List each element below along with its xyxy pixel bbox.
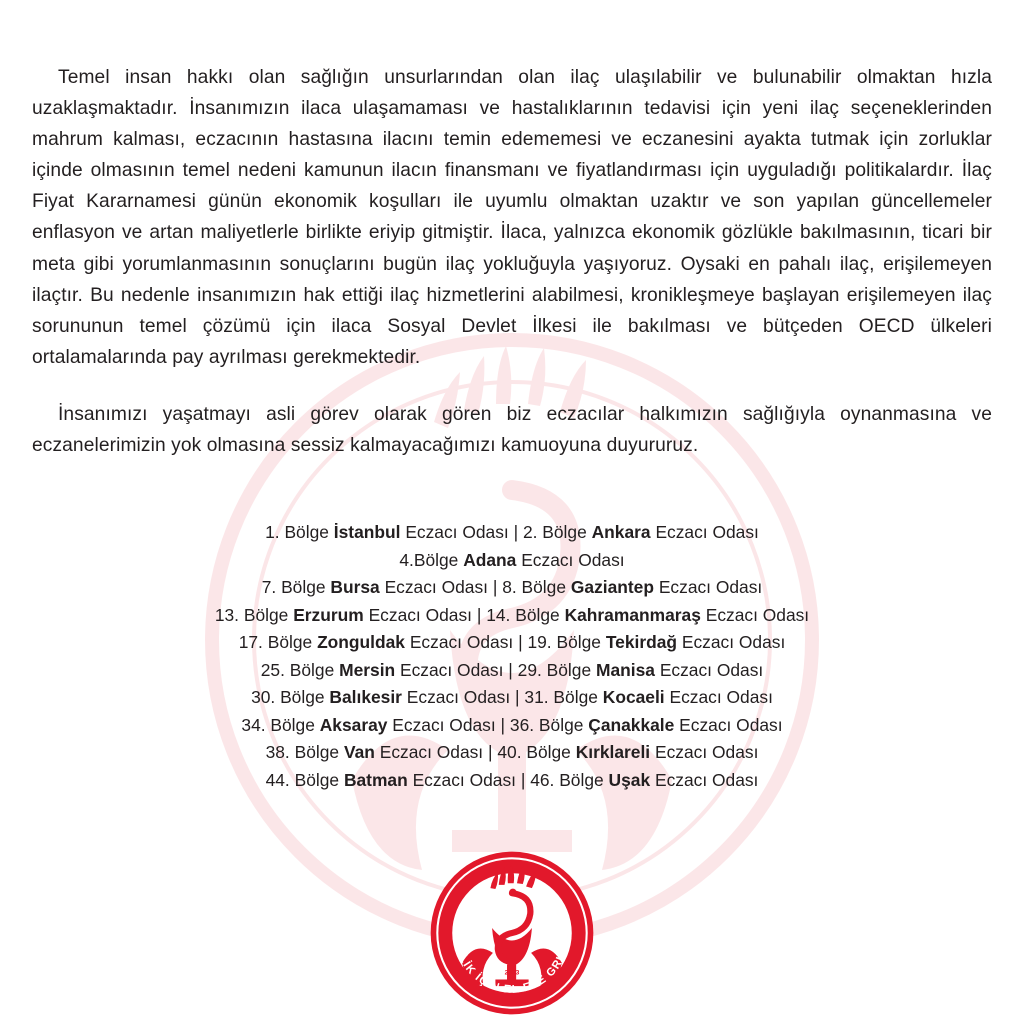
paragraph-2 xyxy=(30,399,994,461)
chamber-prefix: 17. Bölge xyxy=(238,632,313,653)
chamber-name: Uşak xyxy=(608,769,651,790)
chamber-suffix: Eczacı Odası xyxy=(521,549,625,570)
paragraph-1-text: Temel insan hakkı olan sağlığın unsurlarından olan ilaç ulaşılabilir ve bulunabilir olmaktan hızla uzaklaşmaktadır. İnsanımızın ilaca ulaşamaması ve hastalıklarının tedavisi için yeni ilaç seçeneklerinden mahrum kalması, eczacının hastasına ilacını temin edememesi ve eczanesini ayakta tutmak için zorluklar içinde olmasının temel nedeni kamunun ilacın finansmanı ve fiyatlandırması için uyguladığı politikalardır. İlaç Fiyat Kararnamesi günün ekonomik koşulları ile uyumlu olmaktan uzaktır ve son yapılan güncellemeler enflasyon ve artan maliyetlerle birlikte eriyip gitmiştir. İlaca, yalnızca ekonomik gözlükle bakılmasının, ticari bir meta gibi yorumlanmasının sonuçlarını bugün ilaç yokluğuyla yaşıyoruz. Oysaki en pahalı ilaç, erişilemeyen ilaçtır. Bu nedenle insanımızın hak ettiği ilaç hizmetlerini alabilmesi, kronikleşmeye başlayan erişilemeyen ilaç sorununun temel çözümü için ilaca Sosyal Devlet İlkesi ile bakılması ve bütçeden OECD ülkeleri ortalamalarında pay ayrılması gerekmektedir. xyxy=(32,67,992,368)
chamber-suffix: Eczacı Odası xyxy=(669,687,773,708)
chamber-prefix: 13. Bölge xyxy=(214,604,289,625)
list-item xyxy=(30,519,994,547)
chamber-name: Bursa xyxy=(330,577,380,598)
list-item xyxy=(30,712,994,740)
chamber-name: Aksaray xyxy=(319,714,388,735)
chamber-suffix: Eczacı Odası xyxy=(659,659,764,680)
chamber-prefix: 29. Bölge xyxy=(517,659,592,680)
paragraph-2-text: İnsanımızı yaşatmayı asli görev olarak gören biz eczacılar halkımızın sağlığıyla oynanmasına ve eczanelerimizin yok olmasına sessiz kalmayacağımızı kamuoyuna duyururuz. xyxy=(32,403,992,457)
list-item xyxy=(30,739,994,767)
chamber-separator: | xyxy=(513,522,519,543)
chamber-list xyxy=(30,519,994,794)
chamber-name: Adana xyxy=(463,549,517,570)
chamber-name: Tekirdağ xyxy=(605,632,678,653)
chamber-prefix: 36. Bölge xyxy=(509,714,584,735)
chamber-suffix: Eczacı Odası xyxy=(654,742,759,763)
chamber-name: Kocaeli xyxy=(602,687,665,708)
logo-container xyxy=(30,850,994,1016)
chamber-prefix: 1. Bölge xyxy=(265,522,329,543)
chamber-separator: | xyxy=(520,769,526,790)
list-item xyxy=(30,767,994,795)
list-item xyxy=(30,547,994,575)
chamber-suffix: Eczacı Odası xyxy=(406,687,511,708)
list-item xyxy=(30,602,994,630)
chamber-name: Gaziantep xyxy=(570,577,654,598)
chamber-prefix: 2. Bölge xyxy=(522,522,587,543)
paragraph-1 xyxy=(30,62,994,373)
birlik-icin-el-ele-grubu-logo-icon xyxy=(429,850,595,1016)
chamber-name: Zonguldak xyxy=(317,632,405,653)
chamber-prefix: 44. Bölge xyxy=(265,769,340,790)
chamber-name: Manisa xyxy=(596,659,655,680)
chamber-suffix: Eczacı Odası xyxy=(658,577,763,598)
chamber-prefix: 4.Bölge xyxy=(399,549,459,570)
chamber-name: Kırklareli xyxy=(575,742,651,763)
chamber-prefix: 7. Bölge xyxy=(261,577,326,598)
chamber-suffix: Eczacı Odası xyxy=(654,769,759,790)
chamber-prefix: 14. Bölge xyxy=(486,604,560,625)
chamber-name: Çanakkale xyxy=(588,714,675,735)
chamber-suffix: Eczacı Odası xyxy=(368,604,472,625)
chamber-suffix: Eczacı Odası xyxy=(379,742,484,763)
chamber-prefix: 8. Bölge xyxy=(502,577,567,598)
chamber-suffix: Eczacı Odası xyxy=(400,659,504,680)
logo-ring-text: BİRLİK İÇİN EL ELE GRUBU xyxy=(452,933,572,997)
chamber-prefix: 38. Bölge xyxy=(265,742,340,763)
chamber-separator: | xyxy=(515,687,520,708)
chamber-suffix: Eczacı Odası xyxy=(405,522,509,543)
chamber-name: Kahramanmaraş xyxy=(564,604,701,625)
chamber-name: Mersin xyxy=(339,659,396,680)
chamber-separator: | xyxy=(487,742,493,763)
chamber-name: İstanbul xyxy=(333,522,401,543)
chamber-suffix: Eczacı Odası xyxy=(705,604,810,625)
logo-year: 2023 xyxy=(504,969,520,977)
chamber-separator: | xyxy=(492,577,498,598)
chamber-name: Balıkesir xyxy=(329,687,402,708)
chamber-separator: | xyxy=(500,714,506,735)
chamber-prefix: 34. Bölge xyxy=(241,714,315,735)
chamber-name: Erzurum xyxy=(293,604,364,625)
chamber-separator: | xyxy=(476,604,482,625)
chamber-suffix: Eczacı Odası xyxy=(409,632,514,653)
list-item xyxy=(30,574,994,602)
chamber-suffix: Eczacı Odası xyxy=(384,577,488,598)
chamber-prefix: 31. Bölge xyxy=(524,687,598,708)
chamber-suffix: Eczacı Odası xyxy=(392,714,496,735)
chamber-name: Batman xyxy=(343,769,408,790)
list-item xyxy=(30,629,994,657)
paragraph-spacer xyxy=(30,373,994,399)
chamber-separator: | xyxy=(508,659,513,680)
chamber-prefix: 40. Bölge xyxy=(497,742,571,763)
chamber-prefix: 30. Bölge xyxy=(251,687,325,708)
chamber-suffix: Eczacı Odası xyxy=(679,714,783,735)
chamber-separator: | xyxy=(518,632,523,653)
chamber-name: Van xyxy=(343,742,375,763)
chamber-prefix: 19. Bölge xyxy=(527,632,601,653)
list-item xyxy=(30,657,994,685)
list-item xyxy=(30,684,994,712)
chamber-prefix: 25. Bölge xyxy=(260,659,335,680)
chamber-suffix: Eczacı Odası xyxy=(681,632,786,653)
chamber-suffix: Eczacı Odası xyxy=(655,522,759,543)
chamber-name: Ankara xyxy=(591,522,651,543)
chamber-prefix: 46. Bölge xyxy=(530,769,604,790)
chamber-suffix: Eczacı Odası xyxy=(412,769,516,790)
